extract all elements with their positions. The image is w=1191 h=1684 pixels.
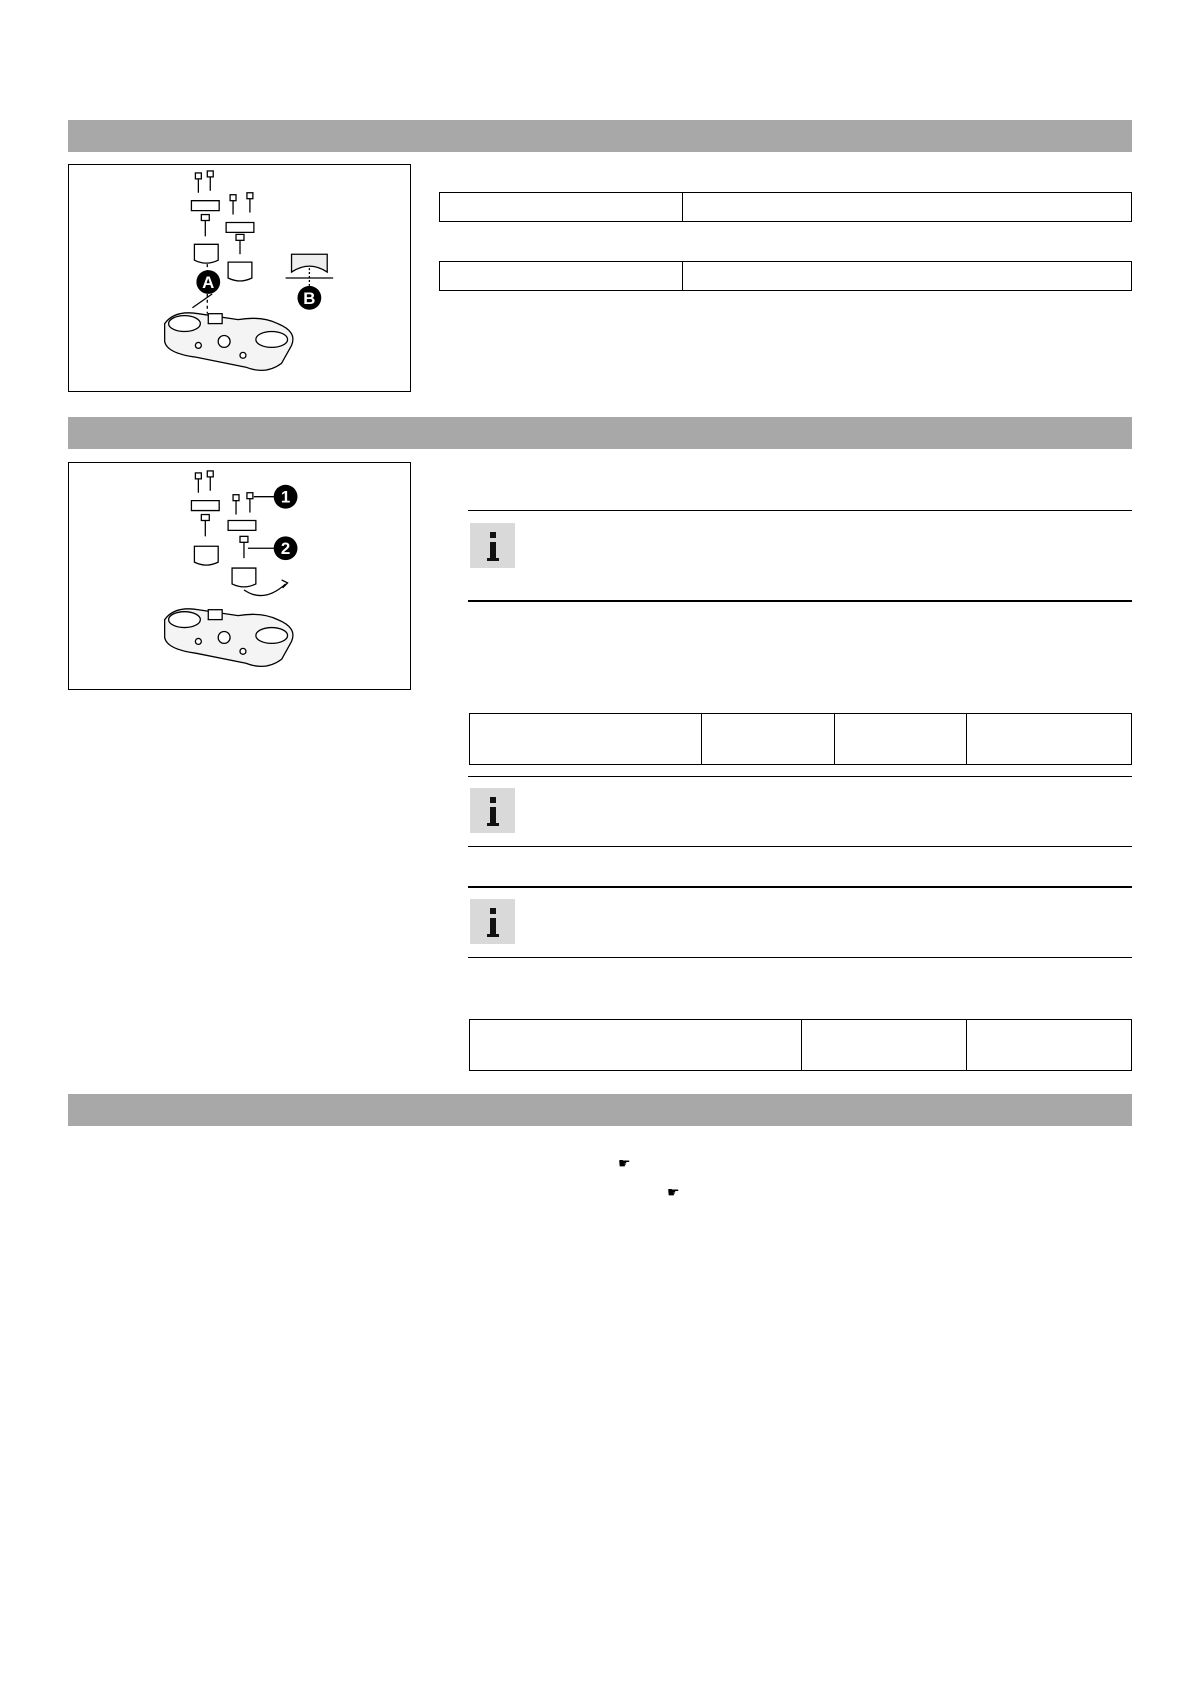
callout-b <box>297 286 321 310</box>
callout-1 <box>274 485 298 509</box>
section-header-3 <box>68 1094 1132 1126</box>
svg-text:B: B <box>303 288 316 308</box>
pointing-hand-icon[interactable]: ☛ <box>667 1184 680 1200</box>
info-block-3-bottom-rule <box>468 957 1132 958</box>
info-block-1-bottom-rule <box>468 600 1132 602</box>
section-header-2 <box>68 417 1132 449</box>
spec-table-1 <box>439 192 1132 222</box>
torque-table-1-cell-2 <box>702 714 835 764</box>
torque-table-1 <box>469 713 1132 765</box>
info-block-2-top-rule <box>468 776 1132 777</box>
callout-2 <box>274 536 298 560</box>
info-block-3-top-rule <box>468 886 1132 888</box>
torque-table-2-cell-1 <box>470 1020 802 1070</box>
spec-table-2-value <box>683 262 1131 290</box>
section-title-3 <box>68 1094 1132 1106</box>
spec-table-2 <box>439 261 1132 291</box>
section-header-1 <box>68 120 1132 152</box>
section-title-1 <box>68 120 1132 132</box>
torque-table-1-cell-3 <box>835 714 967 764</box>
pointing-hand-icon[interactable]: ☛ <box>618 1155 631 1171</box>
info-block-2-bottom-rule <box>468 846 1132 847</box>
clamp-removal-illustration <box>69 463 410 689</box>
svg-text:2: 2 <box>280 539 291 559</box>
torque-table-1-cell-4 <box>967 714 1131 764</box>
callout-a <box>196 270 220 294</box>
info-icon <box>470 899 515 944</box>
torque-table-2-cell-3 <box>967 1020 1131 1070</box>
svg-text:1: 1 <box>280 487 291 507</box>
torque-table-2 <box>469 1019 1132 1071</box>
torque-table-1-cell-1 <box>470 714 702 764</box>
info-block-1-top-rule <box>468 510 1132 511</box>
figure-handlebar-clamp-removal <box>68 462 411 690</box>
clamp-exploded-illustration <box>69 165 410 391</box>
info-icon <box>470 788 515 833</box>
torque-table-2-cell-2 <box>802 1020 967 1070</box>
svg-text:A: A <box>202 272 215 292</box>
spec-table-1-value <box>683 193 1131 221</box>
section-title-2 <box>68 417 1132 429</box>
figure-handlebar-clamp-offset <box>68 164 411 392</box>
spec-table-2-label <box>440 262 683 290</box>
spec-table-1-label <box>440 193 683 221</box>
info-icon <box>470 523 515 568</box>
